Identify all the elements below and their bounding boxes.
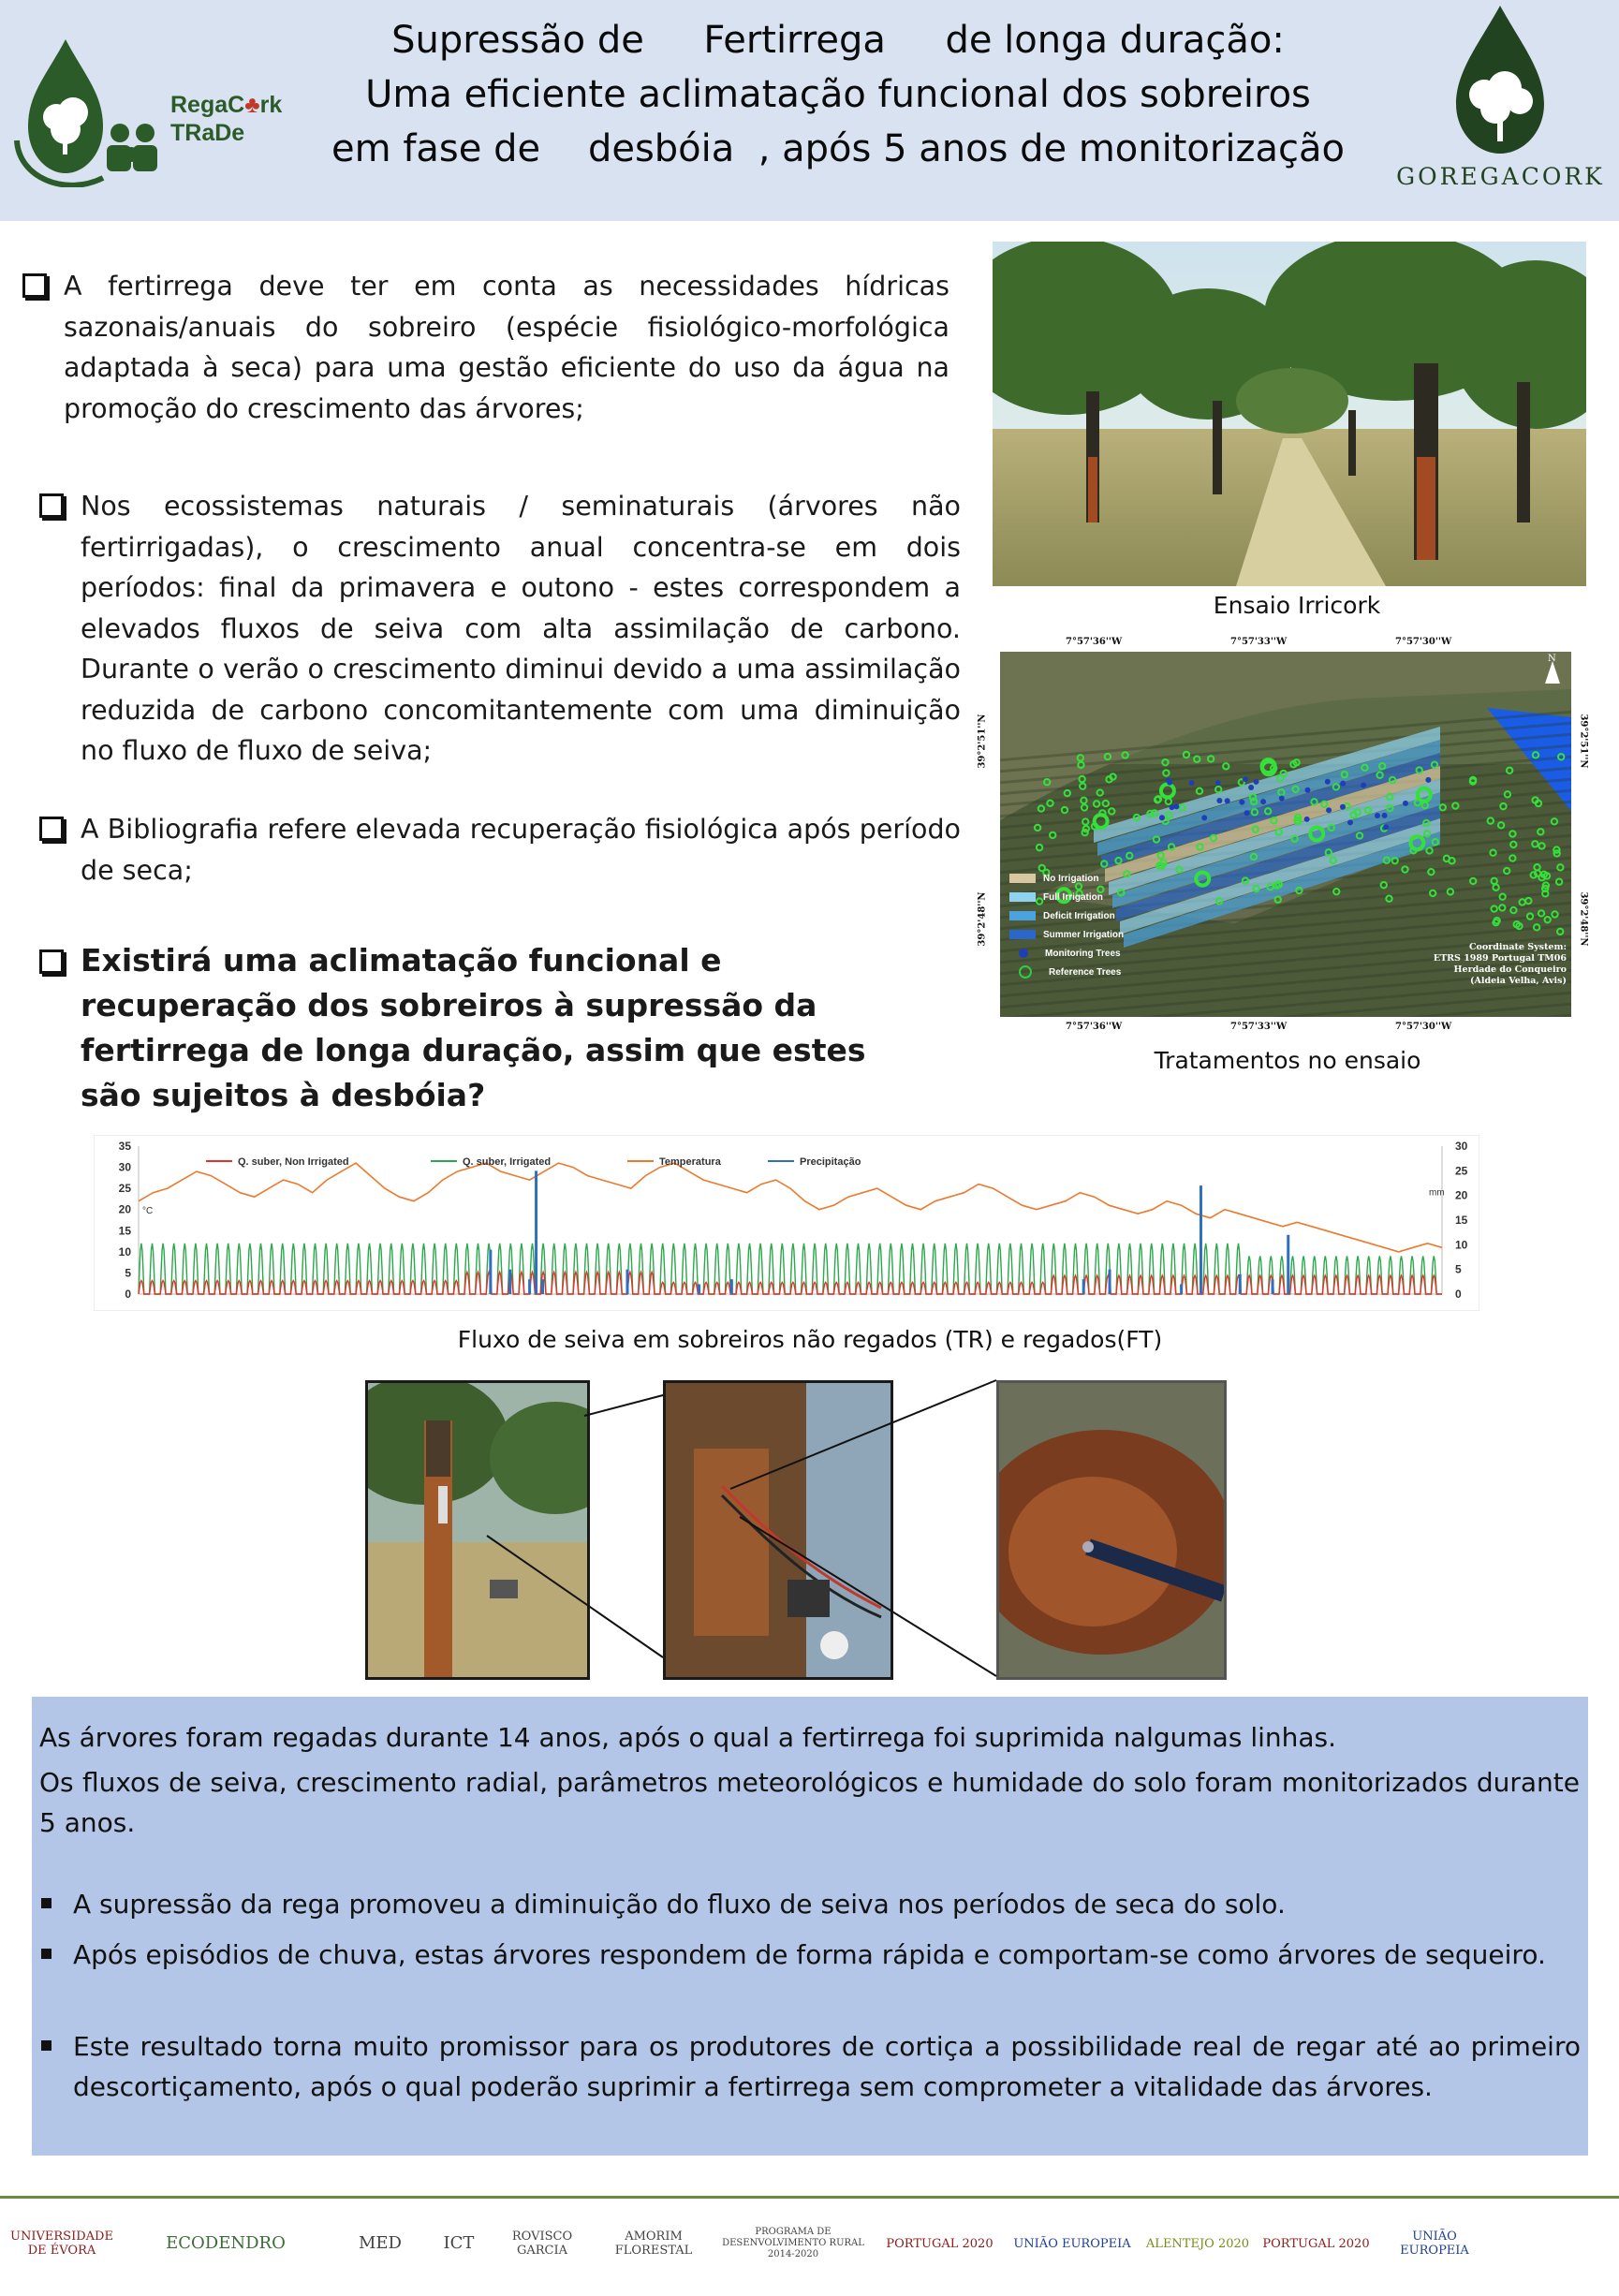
map-legend-item bbox=[1009, 888, 1150, 906]
trial-map bbox=[977, 633, 1590, 1036]
chart-right-tick: 0 bbox=[1455, 1288, 1462, 1301]
title-line-3: em fase de desbóia , após 5 anos de monitorização bbox=[331, 127, 1345, 170]
chart-right-unit: mm bbox=[1429, 1187, 1445, 1199]
legend-label: Reference Trees bbox=[1049, 966, 1122, 978]
map-legend-item bbox=[1009, 963, 1150, 981]
coord-system-value: ETRS 1989 Portugal TM06 bbox=[1433, 953, 1567, 964]
chart-left-tick: 35 bbox=[118, 1140, 131, 1153]
map-bottom-coord-1: 7°57'36''W bbox=[1066, 1022, 1123, 1032]
pdr2020-logo: PROGRAMA DE DESENVOLVIMENTO RURAL 2014-2020 bbox=[722, 2227, 864, 2259]
logo-regacork-part1: RegaC bbox=[170, 92, 245, 118]
bullet-4-text: Existirá uma aclimatação funcional e recuperação dos sobreiros à supressão da fertirrega de longa duração, assim que estes são sujeitos à desbóia? bbox=[81, 942, 866, 1113]
coord-system-label: Coordinate System: bbox=[1468, 942, 1567, 952]
map-top-coord-2: 7°57'33''W bbox=[1230, 637, 1288, 647]
bullet-2-text: Nos ecossistemas naturais / seminaturais (árvores não fertirrigadas), o crescimento anual concentra-se em dois períodos: final da primavera e outono - estes correspondem a elevados fluxos de seiva com alta assimilação de carbono. Durante o verão o crescimento diminui devido a uma assimilação reduzida de carbono concomitantemente com uma diminuição no fluxo de fluxo de seiva; bbox=[81, 491, 961, 766]
checkbox-bullet-icon bbox=[39, 949, 64, 974]
map-caption: Tratamentos no ensaio bbox=[1154, 1047, 1421, 1074]
portugal2020-logo-2: PORTUGAL 2020 bbox=[1262, 2236, 1370, 2251]
map-left-coord-1: 39°2'51''N bbox=[977, 714, 988, 769]
zoom-connector-lines bbox=[0, 1376, 1619, 1695]
summary-item-3-text: Este resultado torna muito promissor para os produtores de cortiça a possibilidade real de regar até ao primeiro descortiçamento, após o qual poderão suprimir a fertirrega sem comprometer a vitalidade das árvores. bbox=[73, 2031, 1581, 2102]
sap-flow-chart bbox=[94, 1135, 1479, 1311]
bullet-1-text: A fertirrega deve ter em conta as necessidades hídricas sazonais/anuais do sobreiro (espécie fisiológico-morfológica adaptada à seca) para uma gestão eficiente do uso da água na promoção do crescimento das árvores; bbox=[64, 271, 949, 424]
footer-divider bbox=[0, 2196, 1619, 2199]
legend-swatch bbox=[1019, 949, 1028, 958]
poster-header bbox=[0, 0, 1619, 221]
uniao-europeia-feder-logo: UNIÃO EUROPEIA bbox=[1400, 2230, 1469, 2258]
tree-in-drop-logo bbox=[1391, 6, 1611, 155]
chart-left-tick: 10 bbox=[118, 1244, 131, 1258]
chart-left-tick: 0 bbox=[125, 1288, 131, 1301]
chart-caption: Fluxo de seiva em sobreiros não regados (TR) e regados(FT) bbox=[457, 1326, 1163, 1353]
logo-regacork-part2: rk bbox=[259, 92, 283, 118]
map-legend-item bbox=[1009, 869, 1150, 888]
map-right-coord-2: 39°2'48''N bbox=[1578, 891, 1589, 947]
title-line-1: Supressão de Fertirrega de longa duração: bbox=[391, 19, 1285, 62]
chart-left-tick: 5 bbox=[125, 1266, 131, 1280]
legend-label: No Irrigation bbox=[1043, 873, 1099, 884]
square-bullet-icon bbox=[41, 2040, 52, 2051]
ecodendro-logo: ECODENDRO bbox=[166, 2233, 286, 2253]
square-bullet-icon bbox=[41, 1949, 52, 1959]
alentejo2020-logo: ALENTEJO 2020 bbox=[1145, 2236, 1250, 2251]
summary-box bbox=[32, 1697, 1588, 2156]
legend-swatch bbox=[1009, 930, 1036, 939]
map-top-coord-1: 7°57'36''W bbox=[1066, 637, 1123, 647]
map-legend-item bbox=[1009, 925, 1150, 944]
summary-item-2 bbox=[73, 1935, 1581, 1975]
square-bullet-icon bbox=[41, 1898, 52, 1908]
amorim-florestal-logo: AMORIM FLORESTAL bbox=[614, 2230, 693, 2258]
cork-oak-drop-logo bbox=[9, 37, 169, 187]
bullet-1 bbox=[64, 266, 949, 429]
map-legend-item bbox=[1009, 944, 1150, 963]
legend-label: Full Irrigation bbox=[1043, 891, 1103, 903]
leaf-o-icon: ♣ bbox=[244, 92, 260, 118]
site-location: (Aldeia Velha, Avis) bbox=[1469, 976, 1567, 986]
map-right-coord-1: 39°2'51''N bbox=[1578, 714, 1589, 769]
map-left-coord-2: 39°2'48''N bbox=[977, 891, 988, 947]
bullet-3 bbox=[81, 809, 961, 890]
checkbox-bullet-icon bbox=[39, 817, 64, 841]
summary-item-3 bbox=[73, 2026, 1581, 2107]
logo-trade-text: TRaDe bbox=[170, 120, 245, 146]
summary-item-1-text: A supressão da rega promoveu a diminuição do fluxo de seiva nos períodos de seca do solo. bbox=[73, 1889, 1286, 1920]
legend-swatch bbox=[1019, 965, 1032, 979]
chart-left-tick: 25 bbox=[118, 1182, 131, 1196]
chart-right-tick: 15 bbox=[1455, 1214, 1468, 1227]
map-legend-item bbox=[1009, 906, 1150, 925]
legend-swatch bbox=[1009, 892, 1036, 902]
rovisco-garcia-logo: ROVISCO GARCIA bbox=[511, 2230, 573, 2258]
site-name: Herdade do Conqueiro bbox=[1453, 964, 1567, 975]
chart-left-unit: °C bbox=[142, 1206, 154, 1217]
chart-legend-label: Q. suber, Irrigated bbox=[463, 1156, 552, 1168]
map-top-coord-3: 7°57'30''W bbox=[1395, 637, 1452, 647]
chart-legend-label: Q. suber, Non Irrigated bbox=[238, 1156, 349, 1168]
chart-left-tick: 15 bbox=[118, 1224, 131, 1238]
med-logo: MED bbox=[358, 2233, 402, 2253]
bullet-2 bbox=[81, 486, 961, 772]
ict-logo: ICT bbox=[443, 2233, 475, 2253]
goregacork-logo bbox=[1391, 6, 1611, 193]
chart-right-tick: 20 bbox=[1455, 1188, 1468, 1202]
universidade-de-evora-logo: UNIVERSIDADE DE ÉVORA bbox=[10, 2230, 113, 2258]
summary-paragraph-2: Os fluxos de seiva, crescimento radial, parâmetros meteorológicos e humidade do solo foram monitorizados durante 5 anos. bbox=[39, 1767, 1580, 1838]
chart-right-tick: 5 bbox=[1455, 1262, 1462, 1276]
legend-swatch bbox=[1009, 911, 1036, 920]
chart-right-tick: 25 bbox=[1455, 1164, 1468, 1178]
north-arrow-icon: N bbox=[1548, 654, 1556, 664]
summary-item-2-text: Após episódios de chuva, estas árvores respondem de forma rápida e comportam-se como árvores de sequeiro. bbox=[73, 1939, 1546, 1970]
legend-label: Summer Irrigation bbox=[1043, 929, 1125, 940]
map-legend bbox=[1009, 869, 1150, 981]
map-bottom-coord-3: 7°57'30''W bbox=[1395, 1022, 1452, 1032]
goregacork-text: GOREGACORK bbox=[1396, 163, 1605, 190]
chart-right-tick: 10 bbox=[1455, 1238, 1468, 1252]
chart-right-tick: 30 bbox=[1455, 1140, 1468, 1153]
map-bottom-coord-2: 7°57'33''W bbox=[1230, 1022, 1288, 1032]
checkbox-bullet-icon bbox=[39, 493, 64, 518]
summary-paragraph-1: As árvores foram regadas durante 14 anos, após o qual a fertirrega foi suprimida nalgumas linhas. bbox=[39, 1722, 1337, 1753]
chart-legend-label: Precipitação bbox=[800, 1156, 861, 1168]
legend-label: Monitoring Trees bbox=[1045, 948, 1121, 959]
uniao-europeia-feader-logo: UNIÃO EUROPEIA bbox=[1013, 2236, 1131, 2251]
chart-legend-label: Temperatura bbox=[659, 1156, 721, 1168]
bullet-3-text: A Bibliografia refere elevada recuperação fisiológica após período de seca; bbox=[81, 814, 961, 886]
bullet-4-question bbox=[81, 938, 923, 1118]
irricork-trial-photo bbox=[993, 242, 1586, 586]
photo-caption: Ensaio Irricork bbox=[1213, 592, 1381, 619]
portugal2020-logo: PORTUGAL 2020 bbox=[886, 2236, 993, 2251]
legend-swatch bbox=[1009, 874, 1036, 883]
summary-item-1 bbox=[73, 1884, 1581, 1924]
chart-left-tick: 30 bbox=[118, 1160, 131, 1174]
title-line-2: Uma eficiente aclimatação funcional dos sobreiros bbox=[365, 73, 1311, 116]
legend-label: Deficit Irrigation bbox=[1043, 910, 1115, 921]
map-coordinate-system bbox=[1431, 942, 1567, 987]
chart-left-tick: 20 bbox=[118, 1202, 131, 1216]
checkbox-bullet-icon bbox=[22, 273, 47, 298]
